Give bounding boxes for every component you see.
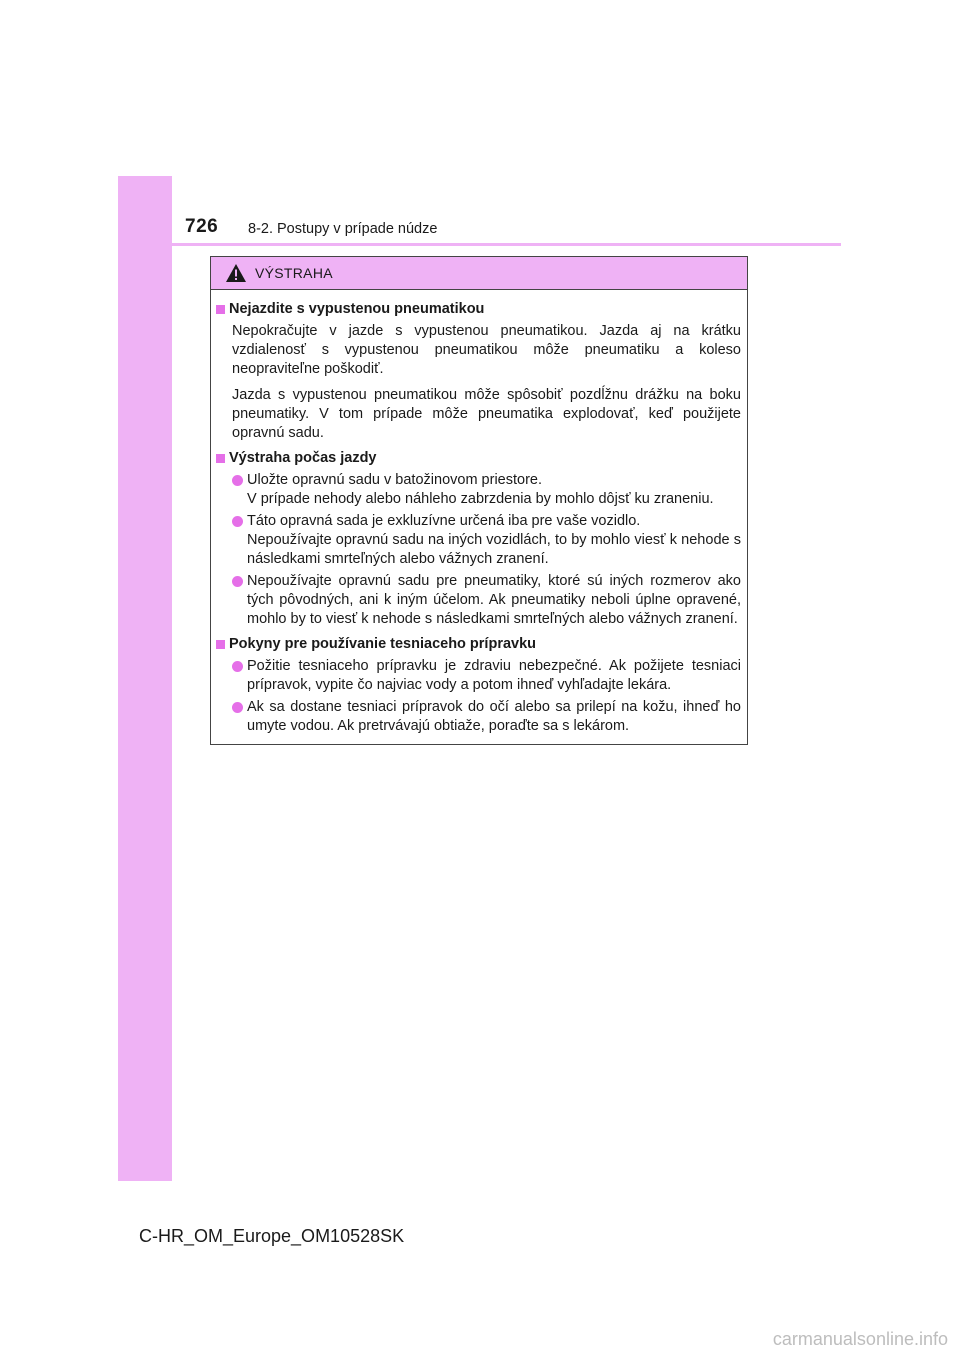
side-strip (118, 176, 172, 1181)
warning-triangle-icon (225, 263, 247, 283)
section-heading (216, 449, 741, 468)
list-item (232, 512, 741, 569)
list-item (232, 572, 741, 629)
list-item (232, 471, 741, 509)
item-lead: Uložte opravnú sadu v batožinovom priestore. (247, 472, 542, 488)
item-lead: Nepoužívajte opravnú sadu pre pneumatiky, ktoré sú iných rozmerov ako tých pôvodných, ani k iným účelom. Ak pneumatiky neboli úplne opravené, mohlo by to viesť k nehode s následkami smrteľných alebo vážnych zranení. (247, 573, 741, 627)
section-heading (216, 300, 741, 319)
round-bullet-icon (232, 702, 243, 713)
item-rest: Nepoužívajte opravnú sadu na iných vozidlách, to by mohlo viesť k nehode s následkami smrteľných alebo vážnych zranení. (247, 532, 741, 567)
item-lead: Táto opravná sada je exkluzívne určená iba pre vaše vozidlo. (247, 513, 641, 529)
round-bullet-icon (232, 475, 243, 486)
round-bullet-icon (232, 661, 243, 672)
paragraph: Nepokračujte v jazde s vypustenou pneumatikou. Jazda aj na krátku vzdialenosť s vypustenou pneumatikou môže pneumatiku a koleso neopraviteľne poškodiť. (232, 323, 741, 377)
paragraph: Jazda s vypustenou pneumatikou môže spôsobiť pozdĺžnu drážku na boku pneumatiky. V tom prípade môže pneumatika explodovať, keď použijete opravnú sadu. (232, 387, 741, 441)
heading-text: Pokyny pre používanie tesniaceho prípravku (229, 636, 537, 652)
square-bullet-icon (216, 305, 225, 314)
heading-text: Nejazdite s vypustenou pneumatikou (229, 301, 485, 317)
warning-body (211, 290, 747, 736)
item-rest: V prípade nehody alebo náhleho zabrzdenia by mohlo dôjsť ku zraneniu. (247, 491, 714, 507)
round-bullet-icon (232, 576, 243, 587)
document-id: C-HR_OM_Europe_OM10528SK (139, 1226, 405, 1246)
item-lead: Požitie tesniaceho prípravku je zdraviu nebezpečné. Ak požijete tesniaci prípravok, vypite čo najviac vody a potom ihneď vyhľadajte lekára. (247, 658, 741, 693)
item-lead: Ak sa dostane tesniaci prípravok do očí alebo sa prilepí na kožu, ihneď ho umyte vodou. Ak pretrvávajú obtiaže, poraďte sa s lekárom. (247, 699, 741, 734)
warning-header (211, 257, 747, 290)
header-rule (118, 243, 841, 246)
section-title: 8-2. Postupy v prípade núdze (248, 221, 438, 237)
warning-box (210, 256, 748, 745)
square-bullet-icon (216, 640, 225, 649)
heading-text: Výstraha počas jazdy (229, 450, 377, 466)
warning-title: VÝSTRAHA (255, 265, 333, 281)
section-heading (216, 635, 741, 654)
square-bullet-icon (216, 454, 225, 463)
list-item (232, 698, 741, 736)
watermark: carmanualsonline.info (772, 1329, 948, 1349)
list-item (232, 657, 741, 695)
page-number: 726 (185, 216, 219, 237)
round-bullet-icon (232, 516, 243, 527)
